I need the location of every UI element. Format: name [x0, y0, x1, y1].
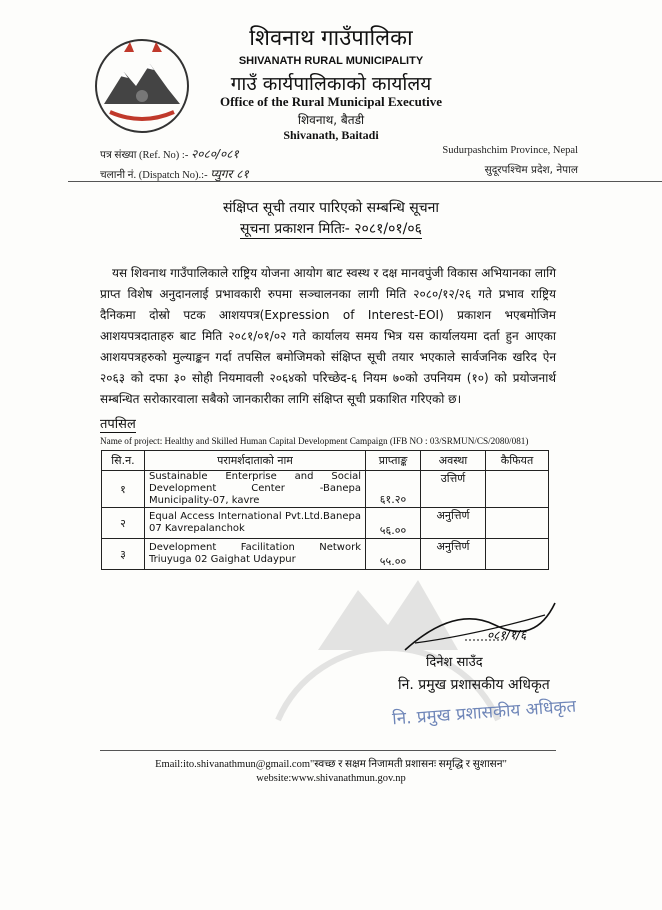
ref-label: पत्र संख्या (Ref. No) :- — [100, 150, 189, 161]
cell-sn: ३ — [102, 539, 145, 570]
footer-email: Email:ito.shivanathmun@gmail.com"स्वच्छ र सक्षम निजामती प्रशासनः समृद्धि र सुशासन" — [155, 759, 507, 770]
cell-score: ५६.०० — [366, 508, 421, 539]
office-title-nepali: गाउँ कार्यपालिकाको कार्यालय — [230, 73, 432, 95]
header-score: प्राप्ताङ्क — [366, 451, 421, 471]
table-header-row — [102, 451, 549, 471]
dispatch-label: चलानी नं. (Dispatch No).:- — [100, 170, 208, 181]
cell-status: अनुत्तिर्ण — [421, 508, 486, 539]
table-row — [102, 539, 549, 570]
header-divider — [68, 181, 662, 182]
dispatch-value: प्युगर ८१ — [210, 167, 249, 181]
cell-name: Equal Access International Pvt.Ltd.Banepa 07 Kavrepalanchok — [145, 508, 366, 539]
notice-body: यस शिवनाथ गाउँपालिकाले राष्ट्रिय योजना आयोग बाट स्वस्थ र दक्ष मानवपुंजी विकास अभियानका लागि प्राप्त विशेष अनुदानलाई प्रभावकारी रुपमा सञ्चालनका लागी मिति २०८०/१२/२६ गते प्रभाव राष्ट्रिय दैनिकमा दोस्रो पटक आशयपत्र(Expression of Interest-EOI) प्रकाशन भएबमोजिम आशयपत्रदाताहरु बाट मिति २०८१/०१/०२ गते कार्यालय समय भित्र यस कार्यालयमा दर्ता हुन आएका आशयपत्रहरुको मुल्याङ्कन गर्दा तपसिल बमोजिमको संक्षिप्त सूची तयार भएकाले सार्वजनिक खरिद ऐन २०६३ को दफा ३० सोही नियमावली २०६४को परिच्छेद-६ नियम ७०को उपनियम (१०) को प्रयोजनार्थ सम्बन्धित सरोकारवाला सबैको जानकारीका लागि संक्षिप्त सूची प्रकाशित गरिएको छ। — [100, 266, 556, 406]
header-remarks: कैफियत — [486, 451, 549, 471]
cell-sn: १ — [102, 471, 145, 508]
footer-website: website:www.shivanathmun.gov.np — [256, 773, 406, 784]
cell-status: अनुत्तिर्ण — [421, 539, 486, 570]
cell-score: ५५.०० — [366, 539, 421, 570]
municipality-title-english: SHIVANATH RURAL MUNICIPALITY — [238, 55, 424, 67]
publication-date — [0, 219, 662, 238]
place-english: Shivanath, Baitadi — [283, 128, 379, 142]
ref-value: २०८०/०८१ — [190, 147, 239, 161]
header-status: अवस्था — [421, 451, 486, 471]
table-row — [102, 471, 549, 508]
signature-date: ०८१/१/६ — [487, 628, 527, 642]
tapasil-heading: तपसिल — [100, 414, 136, 433]
place-nepali: शिवनाथ, बैतडी — [297, 113, 365, 127]
signatory-name: दिनेश साउँद — [426, 655, 483, 670]
official-stamp: नि. प्रमुख प्रशासकीय अधिकृत — [391, 696, 577, 730]
dispatch-number — [100, 165, 249, 182]
project-name: Name of project: Healthy and Skilled Human Capital Development Campaign (IFB NO : 03/SRMUN/CS/2080/081) — [100, 436, 529, 446]
cell-remark — [486, 539, 549, 570]
cell-status: उत्तिर्ण — [421, 471, 486, 508]
table-row — [102, 508, 549, 539]
province-nepali: सुदूरपश्चिम प्रदेश, नेपाल — [484, 164, 578, 176]
header-consultant: परामर्शदाताको नाम — [145, 451, 366, 471]
cell-remark — [486, 508, 549, 539]
office-title-english: Office of the Rural Municipal Executive — [219, 94, 443, 109]
province-english: Sudurpashchim Province, Nepal — [442, 145, 578, 156]
cell-name: Sustainable Enterprise and Social Development Center -Banepa Municipality-07, kavre — [145, 471, 366, 508]
signatory-title: नि. प्रमुख प्रशासकीय अधिकृत — [398, 677, 550, 693]
publication-date-text: सूचना प्रकाशन मितिः- २०८१/०१/०६ — [240, 221, 422, 237]
municipality-title-nepali: शिवनाथ गाउँपालिका — [249, 26, 413, 51]
cell-score: ६१.२० — [366, 471, 421, 508]
cell-remark — [486, 471, 549, 508]
reference-number — [100, 145, 239, 162]
shortlist-table — [101, 450, 549, 570]
footer-divider — [100, 750, 556, 751]
notice-subject: संक्षिप्त सूची तयार पारिएको सम्बन्धि सूचना — [222, 200, 440, 216]
header-sn: सि.न. — [102, 451, 145, 471]
cell-sn: २ — [102, 508, 145, 539]
cell-name: Development Facilitation Network Triuyuga 02 Gaighat Udaypur — [145, 539, 366, 570]
